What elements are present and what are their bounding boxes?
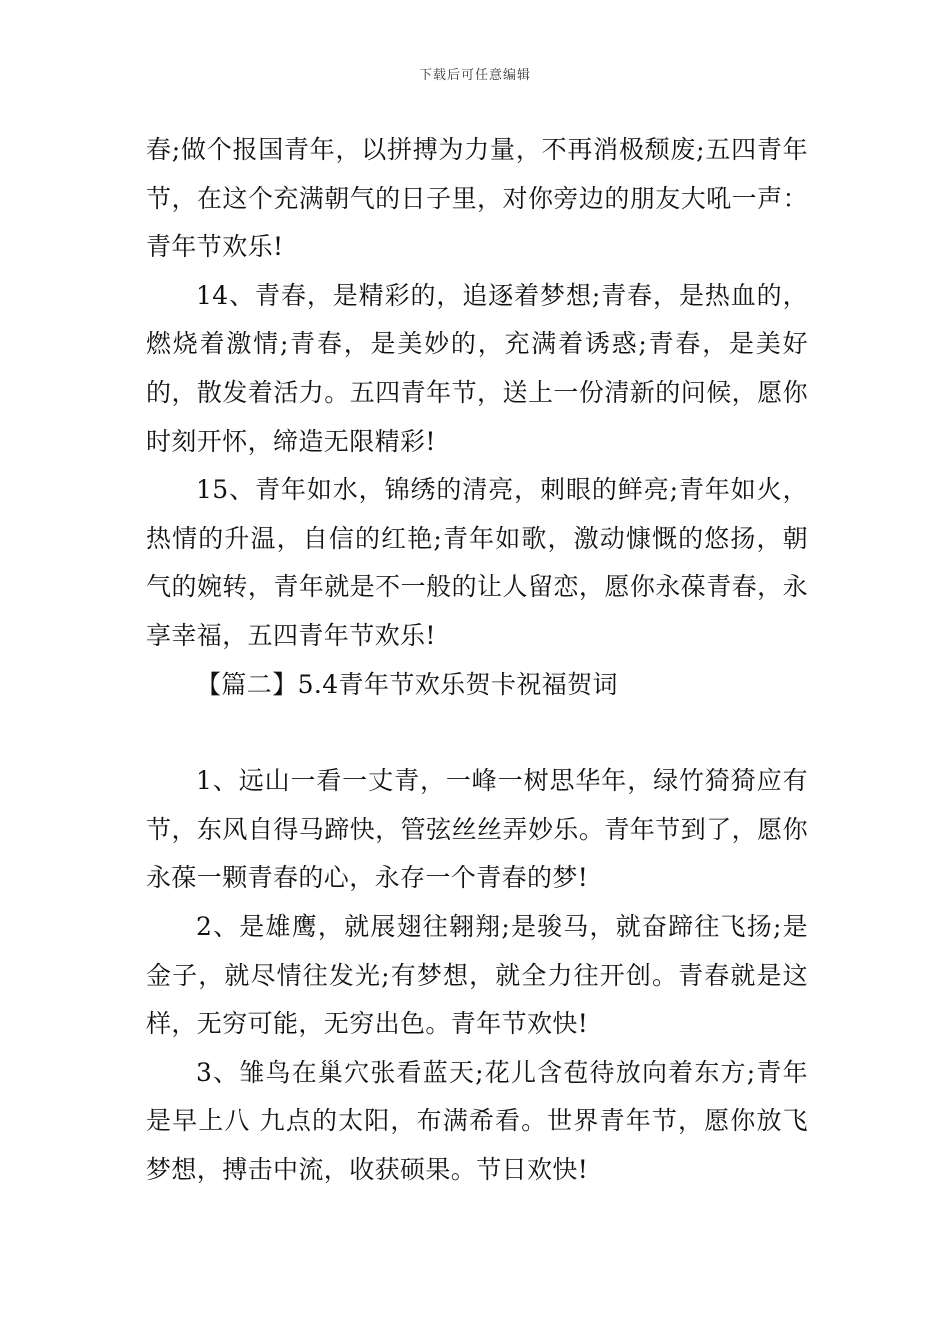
section2-paragraph-3: 3、雏鸟在巢穴张看蓝天;花儿含苞待放向着东方;青年是早上八 九点的太阳，布满希看。世界青年节，愿你放飞梦想，搏击中流，收获硕果。节日欢快! — [146, 1057, 808, 1184]
header-note: 下载后可任意编辑 — [418, 68, 531, 83]
paragraph-14: 14、青春，是精彩的，追逐着梦想;青春，是热血的，燃烧着激情;青春，是美妙的，充满着诱惑;青春，是美好的，散发着活力。五四青年节，送上一份清新的问候，愿你时刻开怀，缔造无限精彩! — [146, 280, 808, 456]
section-spacer — [146, 709, 808, 757]
paragraph-continuation: 春;做个报国青年，以拼搏为力量，不再消极颓废;五四青年节，在这个充满朝气的日子里，对你旁边的朋友大吼一声：青年节欢乐! — [146, 135, 808, 262]
section2-paragraph-2: 2、是雄鹰，就展翅往翱翔;是骏马，就奋蹄往飞扬;是金子，就尽情往发光;有梦想，就全力往开创。青春就是这样，无穷可能，无穷出色。青年节欢快! — [146, 911, 808, 1039]
paragraph-15: 15、青年如水，锦绣的清亮，刺眼的鲜亮;青年如火，热情的升温，自信的红艳;青年如歌，激动慷慨的悠扬，朝气的婉转，青年就是不一般的让人留恋，愿你永葆青春，永享幸福，五四青年节欢乐! — [146, 475, 808, 650]
document-body — [146, 126, 808, 1194]
section-title: 【篇二】5.4青年节欢乐贺卡祝福贺词 — [196, 669, 618, 699]
section2-paragraph-1: 1、远山一看一丈青，一峰一树思华年，绿竹猗猗应有节，东风自得马蹄快，管弦丝丝弄妙乐。青年节到了，愿你永葆一颗青春的心，永存一个青春的梦! — [146, 766, 808, 893]
